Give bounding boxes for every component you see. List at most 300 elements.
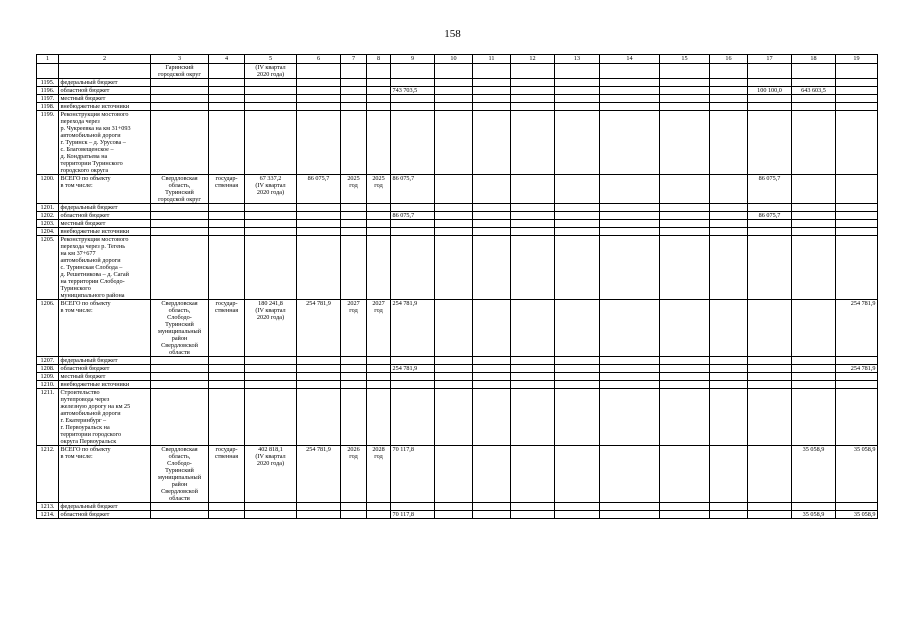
table-cell [209,365,245,373]
table-cell [435,300,473,357]
table-cell [555,389,600,446]
table-cell [367,357,391,365]
table-cell [367,503,391,511]
table-cell [473,357,511,365]
table-cell [297,236,341,300]
page-number: 158 [444,28,461,40]
table-cell [710,511,748,519]
row-label-cell: местный бюджет [59,220,151,228]
table-cell [473,381,511,389]
table-cell [473,87,511,95]
table-cell [435,373,473,381]
table-cell [555,373,600,381]
table-cell [748,357,792,365]
table-cell [297,381,341,389]
header-cell: 6 [297,55,341,64]
table-cell [151,511,209,519]
row-number-cell: 1202. [37,212,59,220]
table-cell: 402 818,1 (IV квартал 2020 года) [245,446,297,503]
table-cell [710,389,748,446]
table-cell [792,228,836,236]
row-label-cell: ВСЕГО по объекту в том числе: [59,175,151,204]
table-cell [151,357,209,365]
table-cell: 2026 год [341,446,367,503]
table-cell [209,511,245,519]
table-cell [511,111,555,175]
table-cell [341,87,367,95]
table-cell [297,389,341,446]
header-cell: 11 [473,55,511,64]
table-cell: 2025 год [341,175,367,204]
row-number-cell: 1212. [37,446,59,503]
table-cell [792,220,836,228]
row-number-cell [37,64,59,79]
row-label-cell: федеральный бюджет [59,503,151,511]
row-label-cell: Строительство путепровода через железную дорогу на км 25 автомобильной дороги г. Екатеринбург – г. Первоуральск на территории городского округа Первоуральск [59,389,151,446]
table-cell [473,79,511,87]
table-cell [555,511,600,519]
table-cell [710,220,748,228]
table-cell [836,95,878,103]
table-cell [511,381,555,389]
table-cell [836,381,878,389]
table-cell [748,503,792,511]
table-cell [367,389,391,446]
table-cell [151,111,209,175]
table-cell [748,446,792,503]
table-cell [435,365,473,373]
table-cell [600,79,660,87]
header-cell: 1 [37,55,59,64]
header-cell: 12 [511,55,555,64]
table-cell [792,103,836,111]
table-cell [391,204,435,212]
row-number-cell: 1198. [37,103,59,111]
table-cell [660,503,710,511]
table-cell [367,95,391,103]
table-cell [341,357,367,365]
table-cell [660,95,710,103]
table-cell [297,503,341,511]
table-cell [341,95,367,103]
table-cell [748,64,792,79]
table-row [37,95,878,103]
table-cell [710,95,748,103]
table-cell: 35 058,9 [792,511,836,519]
table-cell [297,95,341,103]
table-row [37,175,878,204]
table-cell [209,212,245,220]
table-cell [748,236,792,300]
table-cell: 70 117,8 [391,446,435,503]
table-cell [209,220,245,228]
table-cell [836,111,878,175]
table-row [37,373,878,381]
table-cell [836,220,878,228]
row-label-cell: федеральный бюджет [59,357,151,365]
table-cell [151,220,209,228]
table-cell [209,103,245,111]
table-cell: 254 781,9 [836,300,878,357]
row-number-cell: 1196. [37,87,59,95]
table-cell [341,389,367,446]
table-cell [297,204,341,212]
table-cell [297,79,341,87]
table-cell [297,228,341,236]
table-cell [367,365,391,373]
table-cell [209,204,245,212]
table-cell [435,503,473,511]
table-cell: 254 781,9 [297,300,341,357]
table-cell [341,220,367,228]
table-cell [792,175,836,204]
investment-table [36,54,878,519]
table-cell [660,365,710,373]
table-cell [367,381,391,389]
table-cell [555,365,600,373]
table-cell [555,503,600,511]
table-cell [473,64,511,79]
table-cell [555,212,600,220]
row-number-cell: 1204. [37,228,59,236]
table-cell [836,79,878,87]
table-cell [660,220,710,228]
table-cell [660,228,710,236]
table-cell [245,365,297,373]
table-cell [341,511,367,519]
table-cell [209,64,245,79]
row-label-cell: внебюджетные источники [59,228,151,236]
table-cell [792,212,836,220]
table-cell [341,64,367,79]
row-label-cell: федеральный бюджет [59,204,151,212]
table-cell [555,357,600,365]
table-cell [391,357,435,365]
table-cell [473,95,511,103]
table-cell [435,236,473,300]
table-cell [600,111,660,175]
table-cell [748,95,792,103]
table-cell [435,103,473,111]
table-cell: 743 703,5 [391,87,435,95]
table-cell [367,64,391,79]
table-cell [660,79,710,87]
table-cell [792,64,836,79]
table-cell [435,204,473,212]
table-cell [435,111,473,175]
table-cell [792,373,836,381]
table-cell [209,87,245,95]
table-cell [209,381,245,389]
table-cell [836,373,878,381]
table-cell [511,300,555,357]
table-cell [555,175,600,204]
table-cell [367,111,391,175]
table-cell [391,503,435,511]
table-cell [600,64,660,79]
row-number-cell: 1211. [37,389,59,446]
table-cell [151,87,209,95]
table-cell [710,64,748,79]
table-row [37,357,878,365]
table-cell [511,64,555,79]
table-cell [511,95,555,103]
table-cell [367,103,391,111]
table-cell [710,87,748,95]
table-cell [473,503,511,511]
table-cell [748,204,792,212]
header-cell: 19 [836,55,878,64]
table-cell [245,236,297,300]
table-cell: 86 075,7 [748,175,792,204]
table-cell [245,381,297,389]
table-cell [555,111,600,175]
table-cell [245,95,297,103]
table-cell [600,365,660,373]
table-cell [748,103,792,111]
table-cell [473,300,511,357]
table-cell: 35 058,9 [836,446,878,503]
table-cell [710,381,748,389]
table-cell [297,365,341,373]
table-cell [297,64,341,79]
table-cell: 86 075,7 [748,212,792,220]
row-label-cell: внебюджетные источники [59,381,151,389]
row-label-cell: федеральный бюджет [59,79,151,87]
table-cell [600,87,660,95]
table-cell [710,365,748,373]
table-cell [748,389,792,446]
row-label-cell: областной бюджет [59,365,151,373]
table-cell [151,228,209,236]
row-label-cell: Реконструкция мостового перехода через р. Чукреевка на км 31+093 автомобильной дороги г. Туринск – д. Урусова – с. Благовещенское – д. Кондратьева на территории Туринского городского округа [59,111,151,175]
table-cell [297,103,341,111]
table-cell [297,357,341,365]
table-cell: 35 058,9 [836,511,878,519]
table-cell [367,236,391,300]
row-label-cell: областной бюджет [59,87,151,95]
table-cell: 254 781,9 [391,365,435,373]
table-row [37,103,878,111]
table-cell [391,64,435,79]
row-label-cell: местный бюджет [59,95,151,103]
table-cell [710,300,748,357]
table-cell [341,204,367,212]
table-cell [660,381,710,389]
table-cell [473,446,511,503]
table-cell [473,204,511,212]
table-cell: 2025 год [367,175,391,204]
header-cell: 8 [367,55,391,64]
table-cell [555,79,600,87]
table-cell [435,95,473,103]
table-cell [245,79,297,87]
table-cell [245,228,297,236]
table-cell [600,212,660,220]
table-cell: государ- ственная [209,175,245,204]
header-cell: 7 [341,55,367,64]
table-cell [792,236,836,300]
header-cell: 18 [792,55,836,64]
table-cell [555,300,600,357]
row-label-cell [59,64,151,79]
table-cell [511,365,555,373]
table-cell [836,212,878,220]
table-cell: Свердловская область, Туринский городской округ [151,175,209,204]
table-cell [435,220,473,228]
table-cell [710,212,748,220]
table-cell [209,79,245,87]
table-cell [151,381,209,389]
table-cell: 70 117,8 [391,511,435,519]
table-cell: 86 075,7 [297,175,341,204]
table-cell [792,95,836,103]
table-cell [660,175,710,204]
table-cell [297,212,341,220]
table-cell [511,357,555,365]
table-cell: 67 337,2 (IV квартал 2020 года) [245,175,297,204]
table-cell [209,111,245,175]
table-cell [710,236,748,300]
table-cell [435,87,473,95]
table-cell [710,373,748,381]
row-number-cell: 1213. [37,503,59,511]
table-cell [792,503,836,511]
table-cell [748,381,792,389]
table-cell [748,511,792,519]
table-cell [391,228,435,236]
table-cell [600,204,660,212]
row-label-cell: местный бюджет [59,373,151,381]
table-cell [435,64,473,79]
table-cell [836,103,878,111]
table-cell [710,446,748,503]
table-row [37,212,878,220]
row-number-cell: 1200. [37,175,59,204]
table-cell [391,236,435,300]
table-cell [435,212,473,220]
table-cell [473,511,511,519]
row-number-cell: 1197. [37,95,59,103]
header-cell: 4 [209,55,245,64]
row-number-cell: 1208. [37,365,59,373]
row-label-cell: областной бюджет [59,212,151,220]
table-cell [710,503,748,511]
table-cell [151,79,209,87]
table-cell [600,373,660,381]
table-cell [710,228,748,236]
table-cell [511,228,555,236]
table-cell [836,357,878,365]
table-cell [836,236,878,300]
table-cell [391,79,435,87]
table-cell [836,503,878,511]
table-cell [511,79,555,87]
header-cell: 5 [245,55,297,64]
table-cell [792,365,836,373]
table-cell [245,87,297,95]
table-header-row [37,55,878,64]
table-row [37,236,878,300]
table-cell [151,95,209,103]
table-cell [836,87,878,95]
table-cell: 254 781,9 [836,365,878,373]
table-cell [367,511,391,519]
table-row [37,300,878,357]
table-cell [391,220,435,228]
table-cell [660,87,710,95]
table-cell [367,204,391,212]
header-cell: 10 [435,55,473,64]
table-cell [151,503,209,511]
table-cell [341,212,367,220]
table-cell [600,228,660,236]
table-cell [297,87,341,95]
table-cell [600,446,660,503]
table-row [37,381,878,389]
table-cell [511,511,555,519]
table-cell [151,389,209,446]
table-cell [367,87,391,95]
row-label-cell: внебюджетные источники [59,103,151,111]
table-cell [245,389,297,446]
row-number-cell: 1201. [37,204,59,212]
table-cell [660,357,710,365]
table-cell [748,220,792,228]
table-cell [245,220,297,228]
table-cell [660,204,710,212]
row-number-cell: 1206. [37,300,59,357]
header-cell: 17 [748,55,792,64]
row-number-cell: 1203. [37,220,59,228]
table-row [37,511,878,519]
table-cell [245,511,297,519]
header-cell: 15 [660,55,710,64]
table-cell [473,389,511,446]
table-cell [511,446,555,503]
table-row [37,64,878,79]
table-cell [297,111,341,175]
table-cell [555,64,600,79]
table-cell [748,228,792,236]
table-cell [660,446,710,503]
header-cell: 14 [600,55,660,64]
table-cell [435,79,473,87]
table-cell [748,300,792,357]
table-cell: 100 100,0 [748,87,792,95]
table-cell [209,503,245,511]
table-cell [341,79,367,87]
table-cell [710,175,748,204]
table-cell [435,357,473,365]
table-row [37,389,878,446]
table-cell [511,373,555,381]
table-cell [555,204,600,212]
table-cell [297,220,341,228]
table-cell [748,373,792,381]
table-cell [792,111,836,175]
table-cell [391,381,435,389]
row-label-cell: ВСЕГО по объекту в том числе: [59,300,151,357]
table-row [37,503,878,511]
row-number-cell: 1205. [37,236,59,300]
table-cell: государ- ственная [209,446,245,503]
table-cell: Гаринский городской округ [151,64,209,79]
table-cell [245,503,297,511]
table-cell [600,175,660,204]
table-cell [435,389,473,446]
table-row [37,111,878,175]
